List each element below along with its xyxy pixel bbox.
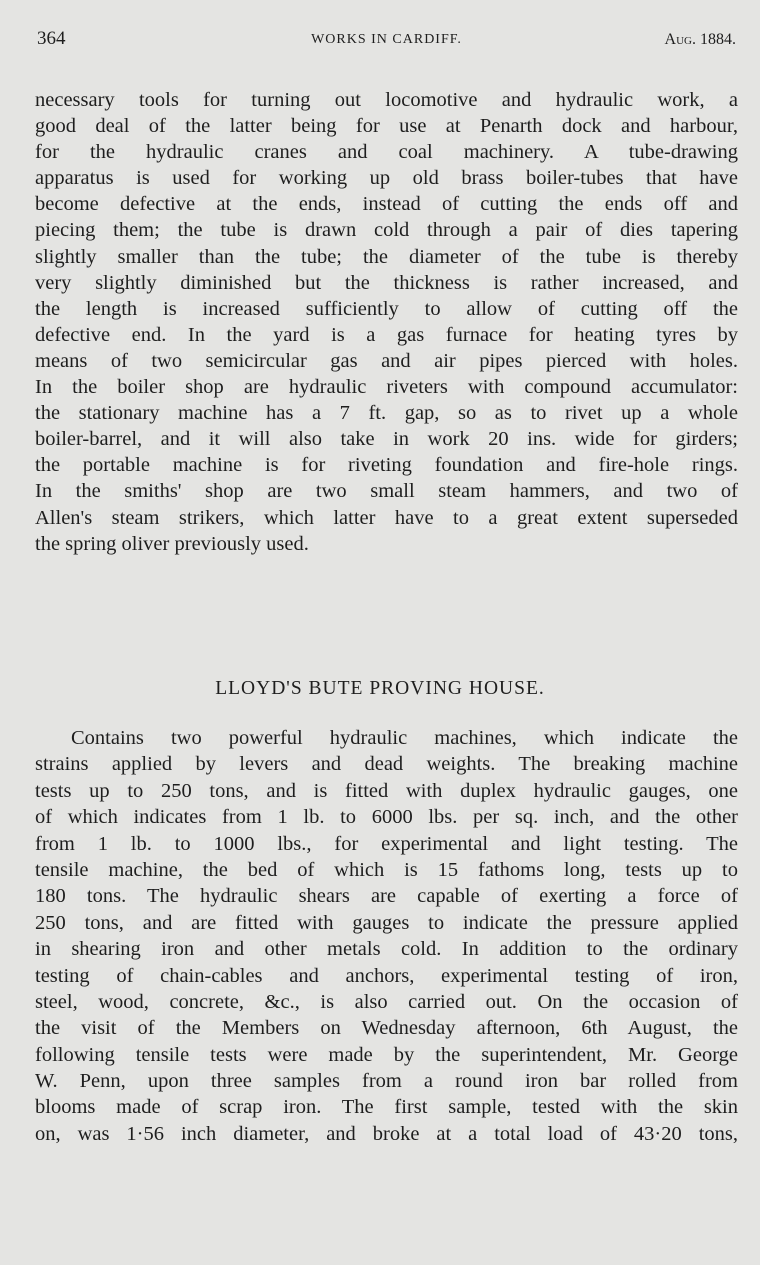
text-line: In the smiths' shop are two small steam hammers, and two of xyxy=(35,480,738,503)
text-line: the spring oliver previously used. xyxy=(35,532,309,555)
text-line: very slightly diminished but the thickness is rather increased, and xyxy=(35,271,738,294)
text-line: on, was 1·56 inch diameter, and broke at a total load of 43·20 tons, xyxy=(35,1122,738,1145)
text-line: steel, wood, concrete, &c., is also carried out. On the occasion of xyxy=(35,990,738,1013)
text-line: necessary tools for turning out locomotive and hydraulic work, a xyxy=(35,89,738,111)
text-line: the length is increased sufficiently to allow of cutting off the xyxy=(35,297,738,320)
text-line: Contains two powerful hydraulic machines, which indicate the xyxy=(71,727,738,749)
text-line: Allen's steam strikers, which latter have to a great extent superseded xyxy=(35,506,738,529)
text-line: means of two semicircular gas and air pipes pierced with holes. xyxy=(35,349,738,372)
text-line: following tensile tests were made by the superintendent, Mr. George xyxy=(35,1043,738,1066)
page-number: 364 xyxy=(37,28,66,49)
text-line: from 1 lb. to 1000 lbs., for experimental and light testing. The xyxy=(35,832,738,855)
section-heading: LLOYD'S BUTE PROVING HOUSE. xyxy=(215,678,545,699)
paragraph-proving-house xyxy=(35,725,738,1147)
text-line: slightly smaller than the tube; the diameter of the tube is thereby xyxy=(35,245,738,268)
text-line: tensile machine, the bed of which is 15 fathoms long, tests up to xyxy=(35,858,738,881)
text-line: in shearing iron and other metals cold. In addition to the ordinary xyxy=(35,938,738,961)
text-line: W. Penn, upon three samples from a round iron bar rolled from xyxy=(35,1070,738,1093)
paragraph-workshops xyxy=(35,87,738,557)
text-line: piecing them; the tube is drawn cold through a pair of dies tapering xyxy=(35,219,738,242)
text-line: of which indicates from 1 lb. to 6000 lbs. per sq. inch, and the other xyxy=(35,806,738,829)
text-line: 180 tons. The hydraulic shears are capable of exerting a force of xyxy=(35,885,738,908)
running-title: WORKS IN CARDIFF. xyxy=(311,32,462,47)
text-line: apparatus is used for working up old brass boiler-tubes that have xyxy=(35,167,738,190)
text-line: the portable machine is for riveting foundation and fire-hole rings. xyxy=(35,454,738,477)
text-line: strains applied by levers and dead weights. The breaking machine xyxy=(35,753,738,776)
text-line: defective end. In the yard is a gas furnace for heating tyres by xyxy=(35,323,738,346)
text-line: for the hydraulic cranes and coal machinery. A tube-drawing xyxy=(35,141,738,164)
text-line: testing of chain-cables and anchors, experimental testing of iron, xyxy=(35,964,738,987)
text-line: become defective at the ends, instead of cutting the ends off and xyxy=(35,193,738,216)
text-line: 250 tons, and are fitted with gauges to indicate the pressure applied xyxy=(35,911,738,934)
text-line: the visit of the Members on Wednesday afternoon, 6th August, the xyxy=(35,1017,738,1040)
page-header xyxy=(37,28,736,54)
text-line: the stationary machine has a 7 ft. gap, so as to rivet up a whole xyxy=(35,402,738,425)
text-line: boiler-barrel, and it will also take in work 20 ins. wide for girders; xyxy=(35,428,738,451)
text-line: good deal of the latter being for use at Penarth dock and harbour, xyxy=(35,115,738,138)
text-line: tests up to 250 tons, and is fitted with duplex hydraulic gauges, one xyxy=(35,779,738,802)
text-line: In the boiler shop are hydraulic riveters with compound accumulator: xyxy=(35,376,738,399)
header-date: Aug. 1884. xyxy=(664,31,736,48)
text-line: blooms made of scrap iron. The first sample, tested with the skin xyxy=(35,1096,738,1119)
